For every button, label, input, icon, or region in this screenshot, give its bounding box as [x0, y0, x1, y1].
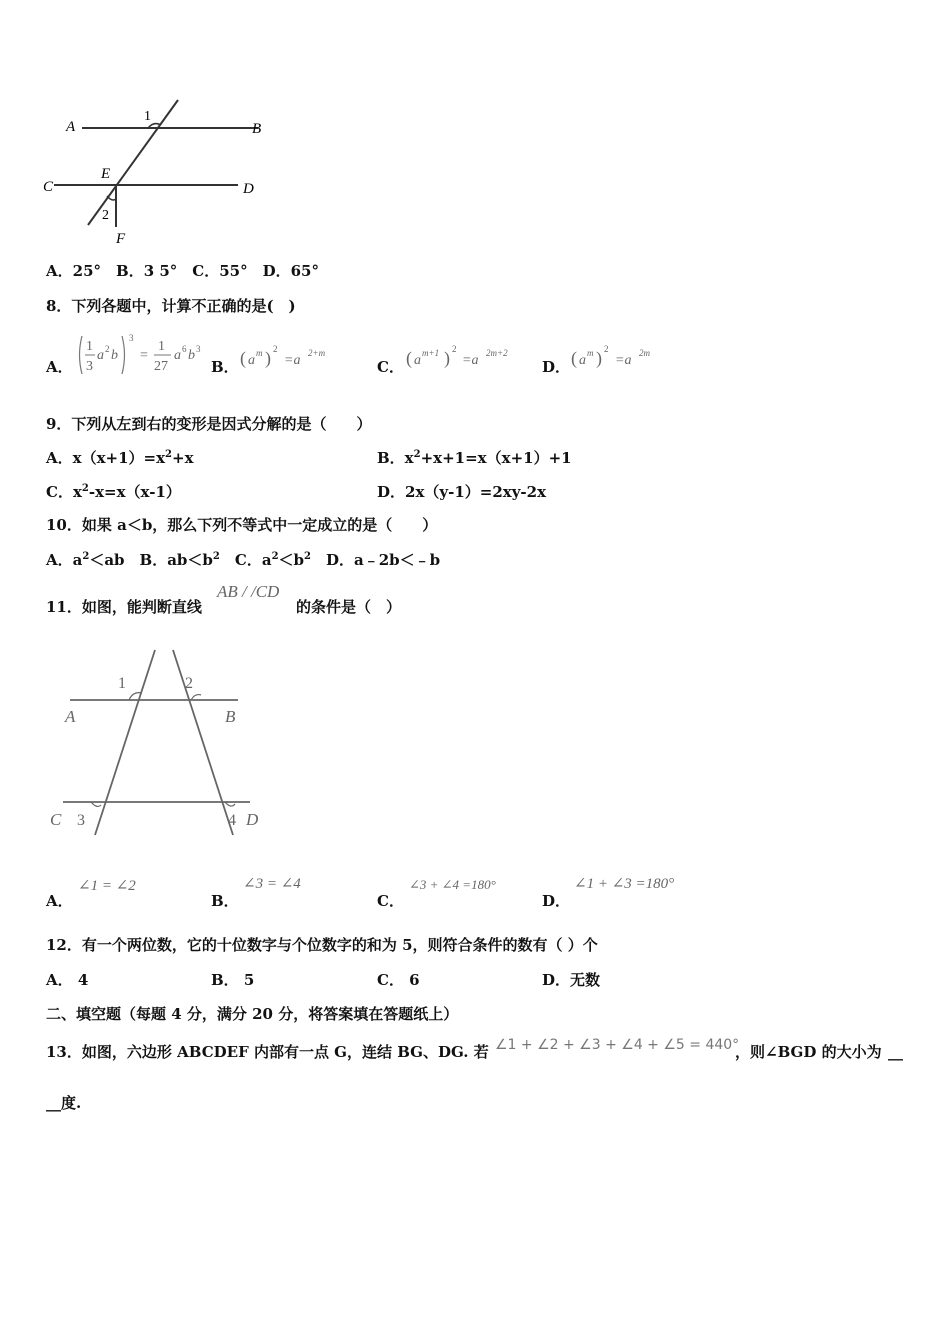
q13-formula: ∠1 + ∠2 + ∠3 + ∠4 + ∠5 = 440° — [495, 1037, 740, 1053]
q8-stem: 8．下列各题中，计算不正确的是( ) — [46, 297, 296, 315]
q8c-rhs-exp: 2m+2 — [486, 348, 508, 358]
section-2-title: 二、填空题（每题 4 分，满分 20 分，将答案填在答题纸上） — [46, 1005, 459, 1023]
q11-label-D: D — [246, 810, 259, 829]
q8d-outer-exp: 2 — [604, 344, 609, 354]
q8a-rhs-b: b — [188, 348, 195, 363]
q9-option-c-tail: -x=x（x-1） — [88, 483, 181, 501]
q11-label-C: C — [50, 810, 62, 829]
q8d-rhs: =a — [615, 353, 632, 368]
svg-text:): ) — [444, 348, 450, 368]
q7-label-D: D — [243, 181, 254, 197]
q11-angle-4: 4 — [228, 812, 236, 829]
q8a-frac1-den: 3 — [86, 359, 93, 374]
q13-blank-end: __ — [888, 1043, 903, 1061]
q9-option-a — [46, 449, 194, 467]
q8-option-b-formula — [238, 340, 338, 374]
q11-option-a-formula: ∠1 = ∠2 — [78, 878, 136, 894]
q8c-outer-exp: 2 — [452, 344, 457, 354]
q12-option-c: C． 6 — [377, 971, 420, 989]
svg-text:): ) — [265, 348, 271, 368]
q8-option-c-label: C． — [377, 358, 404, 376]
q11-option-d-label: D． — [542, 892, 571, 910]
svg-text:): ) — [596, 348, 602, 368]
q8a-frac2-num: 1 — [158, 339, 165, 354]
q9-option-a-tail: +x — [172, 449, 194, 467]
q9-option-a-text: A．x（x+1）=x — [46, 449, 166, 467]
q8c-inner: a — [414, 353, 421, 368]
q8-option-a-label: A． — [46, 358, 73, 376]
svg-text:(: ( — [240, 348, 246, 368]
q8a-frac2-den: 27 — [154, 359, 168, 374]
q9-option-c-text: C．x — [46, 483, 82, 501]
q11-angle-3: 3 — [77, 812, 85, 829]
q8-option-d-formula — [569, 340, 669, 374]
q8a-var-b: b — [111, 348, 118, 363]
q10-opt-a-sup: 2 — [82, 551, 90, 562]
q8-option-d-label: D． — [542, 358, 571, 376]
q7-label-B: B — [252, 121, 262, 137]
q10-options — [46, 551, 440, 569]
q13-stem-pre: 13．如图，六边形 ABCDEF 内部有一点 G，连结 BG、DG. 若 — [46, 1043, 489, 1061]
q9-option-d: D．2x（y-1）=2xy-2x — [377, 483, 547, 501]
q11-figure — [45, 645, 275, 840]
q8d-inner: a — [579, 353, 586, 368]
q8-option-a-formula — [74, 330, 214, 380]
q10-opt-c-tail: ＜b — [278, 551, 305, 569]
q7-figure — [40, 95, 280, 250]
q10-opt-a: A．a — [46, 551, 83, 569]
q11-angle-1: 1 — [118, 675, 126, 692]
q8b-rhs-exp: 2+m — [308, 348, 326, 358]
q13-stem-post: ，则∠BGD 的大小为 — [735, 1043, 882, 1061]
q8a-exp-a: 2 — [105, 344, 110, 354]
q10-opt-b-sup: 2 — [212, 551, 220, 562]
q12-option-a: A． 4 — [46, 971, 89, 989]
q7-label-A: A — [66, 119, 76, 135]
q9-option-b — [377, 449, 572, 467]
q11-label-B: B — [225, 707, 236, 726]
q9-option-c-sup: 2 — [81, 483, 89, 494]
q8a-base: a — [97, 348, 104, 363]
q11-option-a-label: A． — [46, 892, 73, 910]
q11-option-b-label: B． — [211, 892, 239, 910]
q9-stem: 9．下列从左到右的变形是因式分解的是（ ） — [46, 415, 372, 433]
q8b-rhs: =a — [284, 353, 301, 368]
q8a-eq: = — [140, 348, 148, 363]
q9-option-b-tail: +x+1=x（x+1）+1 — [420, 449, 572, 467]
q8d-rhs-exp: 2m — [639, 348, 650, 358]
q8b-outer-exp: 2 — [273, 344, 278, 354]
q11-angle-2: 2 — [185, 675, 193, 692]
q8c-inner-exp: m+1 — [422, 348, 440, 358]
svg-text:(: ( — [406, 348, 412, 368]
q8a-rhs-a: a — [174, 348, 181, 363]
q7-label-E: E — [101, 166, 111, 182]
q10-opt-a-tail: ＜ab B．ab＜b — [89, 551, 213, 569]
q11-option-d-formula: ∠1 + ∠3 =180° — [574, 876, 675, 892]
q9-option-b-sup: 2 — [413, 449, 421, 460]
q11-option-b-formula: ∠3 = ∠4 — [243, 876, 301, 892]
q8a-rhs-a-exp: 6 — [182, 344, 187, 354]
q11-option-c-label: C． — [377, 892, 404, 910]
q8a-rhs-b-exp: 3 — [196, 344, 201, 354]
q10-stem: 10．如果 a＜b，那么下列不等式中一定成立的是（ ） — [46, 516, 438, 534]
q9-option-b-text: B．x — [377, 449, 414, 467]
q10-opt-d-sup: 2 — [304, 551, 311, 562]
svg-text:(: ( — [571, 348, 577, 368]
q10-opt-d: D．a﹣2b＜﹣b — [311, 551, 441, 569]
q11-option-c-formula: ∠3 + ∠4 =180° — [409, 877, 496, 892]
q10-opt-c-sup: 2 — [271, 551, 279, 562]
q11-stem-formula: AB / /CD — [217, 582, 280, 601]
q7-label-F: F — [116, 231, 126, 247]
q8a-outer-exp: 3 — [129, 333, 134, 343]
q7-label-C: C — [43, 179, 54, 195]
q8a-frac1-num: 1 — [86, 339, 93, 354]
q11-stem-pre: 11．如图，能判断直线 — [46, 598, 202, 616]
q7-angle-2: 2 — [102, 208, 109, 223]
q12-stem: 12．有一个两位数，它的十位数字与个位数字的和为 5，则符合条件的数有（ ）个 — [46, 936, 598, 954]
q10-opt-c: C．a — [219, 551, 272, 569]
q8d-inner-exp: m — [587, 348, 594, 358]
q8b-inner-exp: m — [256, 348, 263, 358]
q13-line2: __度. — [46, 1094, 82, 1112]
q9-option-a-sup: 2 — [165, 449, 173, 460]
q7-angle-1: 1 — [144, 109, 151, 124]
q11-label-A: A — [65, 707, 76, 726]
q12-option-b: B． 5 — [211, 971, 255, 989]
q7-options: A．25° B．3 5° C．55° D．65° — [46, 262, 319, 280]
q8b-inner: a — [248, 353, 255, 368]
q9-option-c — [46, 483, 181, 501]
q8-option-c-formula — [404, 340, 524, 374]
q12-option-d: D．无数 — [542, 971, 601, 989]
q8c-rhs: =a — [462, 353, 479, 368]
q11-stem-post: 的条件是（ ） — [296, 598, 402, 616]
q8-option-b-label: B． — [211, 358, 239, 376]
